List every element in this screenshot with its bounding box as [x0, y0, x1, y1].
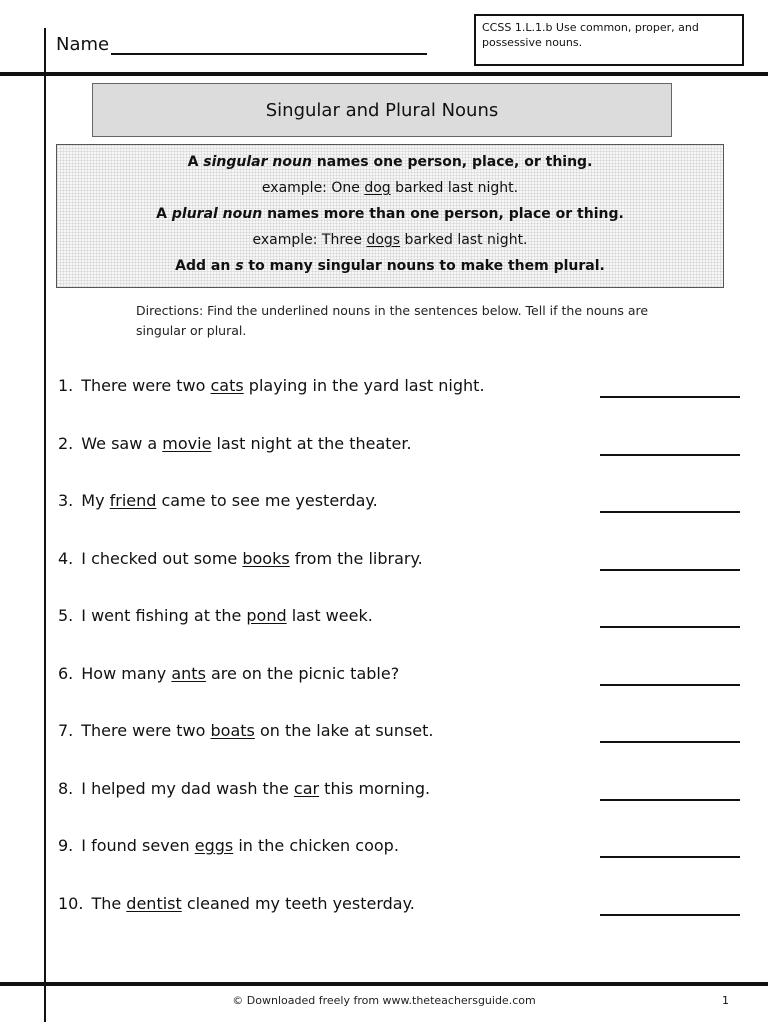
question-number: 4.: [58, 549, 74, 568]
answer-blank-line[interactable]: [600, 511, 740, 513]
question-text: How many: [81, 664, 172, 683]
question-text: The: [91, 894, 127, 913]
underlined-noun: movie: [162, 434, 212, 453]
question-item: [58, 721, 434, 740]
margin-vertical-line: [44, 28, 46, 1022]
question-text: cleaned my teeth yesterday.: [181, 894, 415, 913]
question-text: playing in the yard last night.: [243, 376, 485, 395]
question-text: I found seven: [81, 836, 195, 855]
page-number: 1: [722, 994, 729, 1007]
rule-line-1: A singular noun names one person, place, or thing.: [187, 154, 593, 170]
question-number: 8.: [58, 779, 74, 798]
rule-line-2: A plural noun names more than one person, place or thing.: [156, 206, 624, 222]
directions-text: Find the underlined nouns in the sentences below. Tell if the nouns are singular or plural.: [136, 303, 649, 338]
worksheet-title: Singular and Plural Nouns: [265, 99, 499, 121]
question-text: last week.: [286, 606, 373, 625]
question-text: We saw a: [81, 434, 163, 453]
question-text: There were two: [81, 376, 211, 395]
underlined-noun: eggs: [194, 836, 234, 855]
example-word-dogs: dogs: [366, 232, 401, 248]
question-item: [58, 549, 423, 568]
question-item: [58, 779, 430, 798]
answer-blank-line[interactable]: [600, 741, 740, 743]
footer-credit: © Downloaded freely from www.theteachersguide.com: [232, 994, 536, 1007]
answer-blank-line[interactable]: [600, 626, 740, 628]
question-text: in the chicken coop.: [233, 836, 399, 855]
plural-noun-term: plural noun: [171, 206, 263, 222]
name-label: Name: [56, 34, 110, 55]
worksheet-title-box: [92, 83, 672, 137]
underlined-noun: pond: [246, 606, 287, 625]
question-item: [58, 491, 378, 510]
letter-s: s: [235, 258, 244, 274]
rule-example-2: example: Three dogs barked last night.: [252, 232, 528, 248]
underlined-noun: dentist: [126, 894, 182, 913]
underlined-noun: friend: [109, 491, 157, 510]
answer-blank-line[interactable]: [600, 684, 740, 686]
rules-box: [56, 144, 724, 288]
question-text: on the lake at sunset.: [254, 721, 434, 740]
footer-divider: [0, 982, 768, 986]
question-item: [58, 836, 399, 855]
question-number: 9.: [58, 836, 74, 855]
question-number: 6.: [58, 664, 74, 683]
underlined-noun: ants: [171, 664, 206, 683]
question-text: from the library.: [289, 549, 423, 568]
directions: [136, 301, 676, 341]
question-text: There were two: [81, 721, 211, 740]
question-text: came to see me yesterday.: [156, 491, 378, 510]
rule-line-3: Add an s to many singular nouns to make them plural.: [175, 258, 605, 274]
example-word-dog: dog: [364, 180, 391, 196]
answer-blank-line[interactable]: [600, 799, 740, 801]
question-text: this morning.: [319, 779, 431, 798]
answer-blank-line[interactable]: [600, 856, 740, 858]
underlined-noun: cats: [210, 376, 244, 395]
question-item: [58, 664, 399, 683]
name-blank-line[interactable]: [111, 35, 427, 55]
question-number: 1.: [58, 376, 74, 395]
question-text: last night at the theater.: [211, 434, 412, 453]
directions-label: Directions:: [136, 303, 204, 318]
question-number: 3.: [58, 491, 74, 510]
question-text: I went fishing at the: [81, 606, 247, 625]
answer-blank-line[interactable]: [600, 454, 740, 456]
question-item: [58, 894, 415, 913]
underlined-noun: books: [242, 549, 290, 568]
question-number: 5.: [58, 606, 74, 625]
answer-blank-line[interactable]: [600, 914, 740, 916]
answer-blank-line[interactable]: [600, 396, 740, 398]
standard-text: CCSS 1.L.1.b Use common, proper, and possessive nouns.: [482, 21, 699, 49]
question-item: [58, 434, 412, 453]
singular-noun-term: singular noun: [203, 154, 312, 170]
name-field: [56, 34, 427, 55]
standard-box: [474, 14, 744, 66]
question-text: I helped my dad wash the: [81, 779, 294, 798]
answer-blank-line[interactable]: [600, 569, 740, 571]
question-number: 2.: [58, 434, 74, 453]
underlined-noun: boats: [210, 721, 255, 740]
question-text: I checked out some: [81, 549, 243, 568]
underlined-noun: car: [293, 779, 320, 798]
question-text: My: [81, 491, 110, 510]
question-text: are on the picnic table?: [205, 664, 400, 683]
question-number: 7.: [58, 721, 74, 740]
question-item: [58, 376, 485, 395]
question-number: 10.: [58, 894, 84, 913]
question-item: [58, 606, 373, 625]
header-divider: [0, 72, 768, 76]
rule-example-1: example: One dog barked last night.: [261, 180, 519, 196]
